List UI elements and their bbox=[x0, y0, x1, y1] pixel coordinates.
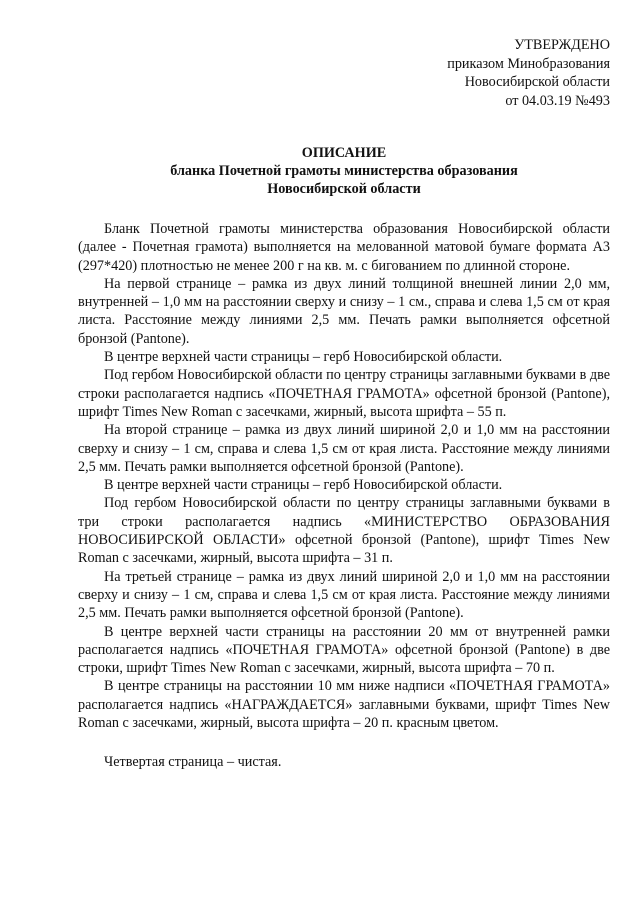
approval-line-date-number: от 04.03.19 №493 bbox=[505, 92, 610, 109]
paragraph-page3-awarded: В центре страницы на расстоянии 10 мм ниже надписи «ПОЧЕТНАЯ ГРАМОТА» располагается надпись «НАГРАЖДАЕТСЯ» заглавными буквами, шрифт Times New Roman с засечками, жирный, высота шрифта – 20 п. красным цветом. bbox=[78, 678, 610, 732]
paragraph-page4-blank: Четвертая страница – чистая. bbox=[104, 754, 282, 771]
approval-line-approved: УТВЕРЖДЕНО bbox=[514, 37, 610, 53]
approval-line-order: приказом Минобразования bbox=[447, 55, 610, 72]
document-body bbox=[78, 220, 610, 772]
title-region: Новосибирской области bbox=[267, 181, 421, 197]
title-subheading: бланка Почетной грамоты министерства образования bbox=[170, 163, 518, 179]
paragraph-page2-frame: На второй странице – рамка из двух линий шириной 2,0 и 1,0 мм на расстоянии сверху и снизу – 1 см, справа и слева 1,5 см от края листа. Расстояние между линиями 2,5 мм. Печать рамки выполняется офсетной бронзой (Pantone). bbox=[78, 422, 610, 475]
paragraph-page3-title: В центре верхней части страницы на расстоянии 20 мм от внутренней рамки располагается надпись «ПОЧЕТНАЯ ГРАМОТА» офсетной бронзой (Pantone) в две строки, шрифт Times New Roman с засечками, жирный, высота шрифта – 70 п. bbox=[78, 623, 610, 677]
paragraph-page3-frame: На третьей странице – рамка из двух линий шириной 2,0 и 1,0 мм на расстоянии сверху и снизу – 1 см, справа и слева 1,5 см от края листа. Расстояние между линиями 2,5 мм. Печать рамки выполняется офсетной бронзой (Pantone). bbox=[78, 568, 610, 622]
paragraph-page1-frame: На первой странице – рамка из двух линий толщиной внешней линии 2,0 мм, внутренней – 1,0 мм на расстоянии сверху и снизу – 1 см., справа и слева 1,5 см от края листа. Расстояние между линиями 2,5 мм. Печать рамки выполняется офсетной бронзой (Pantone). bbox=[78, 275, 610, 347]
document-title bbox=[78, 144, 610, 198]
paragraph-page1-emblem: В центре верхней части страницы – герб Новосибирской области. bbox=[104, 349, 503, 366]
paragraph-page1-inscription: Под гербом Новосибирской области по центру страницы заглавными буквами в две строки располагается надпись «ПОЧЕТНАЯ ГРАМОТА» офсетной бронзой (Pantone), шрифт Times New Roman с засечками, жирный, высота шрифта – 55 п. bbox=[78, 367, 610, 420]
approval-stamp bbox=[78, 36, 610, 110]
paragraph-paper-spec: Бланк Почетной грамоты министерства образования Новосибирской области (далее - Почетная грамота) выполняется на мелованной матовой бумаге формата А3 (297*420) плотностью не менее 200 г на кв. м. с бигованием по длинной стороне. bbox=[78, 221, 610, 274]
title-heading: ОПИСАНИЕ bbox=[301, 145, 387, 161]
paragraph-page2-emblem: В центре верхней части страницы – герб Новосибирской области. bbox=[104, 477, 503, 494]
paragraph-page2-inscription: Под гербом Новосибирской области по центру страницы заглавными буквами в три строки располагается надпись «МИНИСТЕРСТВО ОБРАЗОВАНИЯ НОВОСИБИРСКОЙ ОБЛАСТИ» офсетной бронзой (Pantone), шрифт Times New Roman с засечками, жирный, высота шрифта – 31 п. bbox=[78, 495, 610, 567]
approval-line-region: Новосибирской области bbox=[464, 74, 610, 90]
